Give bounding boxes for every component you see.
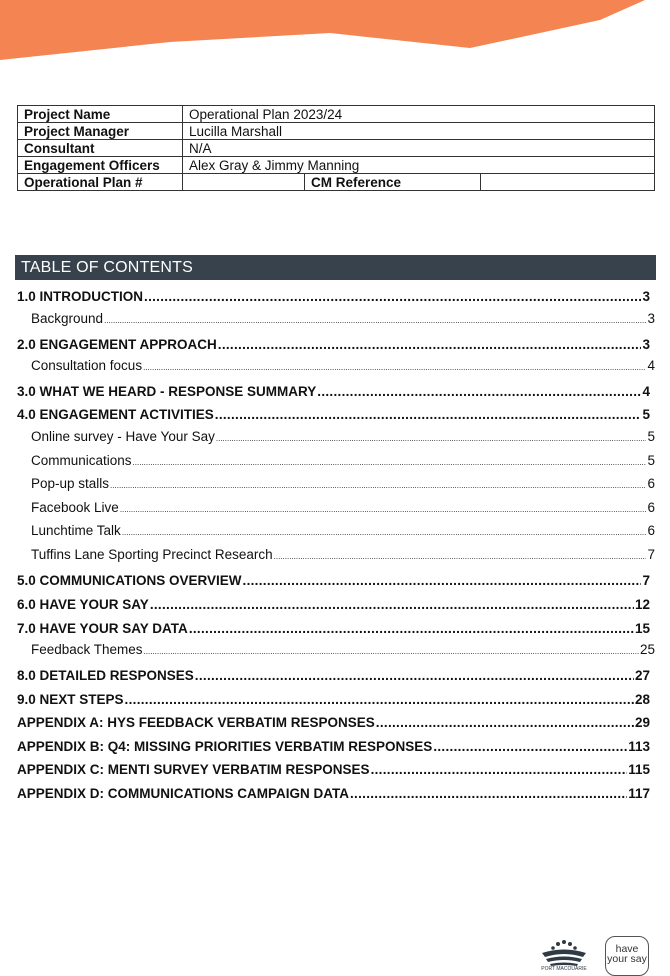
- toc-page-number: 29: [634, 715, 650, 730]
- toc-section-entry[interactable]: [17, 621, 650, 636]
- toc-section-entry[interactable]: [17, 407, 650, 422]
- consultant-label: Consultant: [18, 140, 183, 157]
- table-row: [18, 123, 655, 140]
- toc-entry-title: 3.0 WHAT WE HEARD - RESPONSE SUMMARY: [17, 384, 317, 399]
- toc-dot-leader: [274, 547, 647, 562]
- toc-dot-leader: [144, 289, 641, 304]
- toc-dot-leader: [350, 786, 627, 801]
- project-manager-value: Lucilla Marshall: [183, 123, 655, 140]
- toc-page-number: 3: [647, 311, 655, 326]
- toc-subsection-entry[interactable]: [31, 429, 655, 444]
- toc-page-number: 3: [642, 337, 650, 352]
- toc-page-number: 4: [647, 358, 655, 373]
- have-your-say-logo-line1: have: [615, 943, 639, 955]
- toc-subsection-entry[interactable]: [31, 453, 655, 468]
- toc-page-number: 3: [642, 289, 650, 304]
- toc-page-number: 28: [634, 692, 650, 707]
- toc-section-entry[interactable]: [17, 384, 650, 399]
- toc-dot-leader: [133, 453, 647, 468]
- operational-plan-number-label: Operational Plan #: [18, 174, 183, 191]
- toc-dot-leader: [433, 739, 627, 754]
- engagement-officers-label: Engagement Officers: [18, 157, 183, 174]
- toc-dot-leader: [110, 476, 646, 491]
- toc-page-number: 5: [647, 429, 655, 444]
- toc-entry-title: Facebook Live: [31, 500, 119, 515]
- toc-section-entry[interactable]: [17, 337, 650, 352]
- toc-page-number: 7: [647, 547, 655, 562]
- toc-dot-leader: [218, 337, 642, 352]
- toc-page-number: 6: [647, 500, 655, 515]
- cm-reference-value: [481, 174, 655, 191]
- have-your-say-logo: [605, 936, 649, 976]
- toc-dot-leader: [104, 311, 646, 326]
- have-your-say-logo-line2: your say: [607, 953, 647, 965]
- project-name-label: Project Name: [18, 106, 183, 123]
- toc-section-entry[interactable]: [17, 786, 650, 801]
- table-row: [18, 174, 655, 191]
- toc-entry-title: APPENDIX A: HYS FEEDBACK VERBATIM RESPONSES: [17, 715, 375, 730]
- toc-dot-leader: [216, 429, 647, 444]
- toc-page-number: 7: [642, 573, 650, 588]
- toc-page-number: 6: [647, 476, 655, 491]
- toc-page-number: 15: [634, 621, 650, 636]
- toc-dot-leader: [215, 407, 642, 422]
- toc-entry-title: Communications: [31, 453, 132, 468]
- toc-page-number: 27: [634, 668, 650, 683]
- operational-plan-number-value: [183, 174, 305, 191]
- toc-entry-title: 9.0 NEXT STEPS: [17, 692, 124, 707]
- toc-entry-title: 2.0 ENGAGEMENT APPROACH: [17, 337, 217, 352]
- toc-page-number: 113: [628, 739, 650, 754]
- toc-page-number: 115: [628, 762, 650, 777]
- toc-subsection-entry[interactable]: [31, 311, 655, 326]
- toc-dot-leader: [120, 500, 647, 515]
- toc-subsection-entry[interactable]: [31, 476, 655, 491]
- toc-entry-title: APPENDIX C: MENTI SURVEY VERBATIM RESPONSES: [17, 762, 370, 777]
- toc-entry-title: Lunchtime Talk: [31, 523, 121, 538]
- consultant-value: N/A: [183, 140, 655, 157]
- project-name-value: Operational Plan 2023/24: [183, 106, 655, 123]
- toc-section-entry[interactable]: [17, 692, 650, 707]
- toc-entry-title: Consultation focus: [31, 358, 143, 373]
- toc-entry-title: 5.0 COMMUNICATIONS OVERVIEW: [17, 573, 242, 588]
- toc-entry-title: APPENDIX B: Q4: MISSING PRIORITIES VERBATIM RESPONSES: [17, 739, 433, 754]
- toc-dot-leader: [317, 384, 641, 399]
- table-row: [18, 140, 655, 157]
- toc-subsection-entry[interactable]: [31, 547, 655, 562]
- toc-entry-title: Background: [31, 311, 104, 326]
- toc-entry-title: 4.0 ENGAGEMENT ACTIVITIES: [17, 407, 214, 422]
- toc-dot-leader: [189, 621, 634, 636]
- toc-entry-title: 8.0 DETAILED RESPONSES: [17, 668, 194, 683]
- toc-dot-leader: [122, 523, 647, 538]
- toc-section-entry[interactable]: [17, 573, 650, 588]
- toc-page-number: 25: [639, 642, 655, 657]
- toc-section-entry[interactable]: [17, 668, 650, 683]
- cm-reference-label: CM Reference: [305, 174, 481, 191]
- table-of-contents-heading: TABLE OF CONTENTS: [15, 255, 656, 280]
- toc-page-number: 5: [647, 453, 655, 468]
- project-manager-label: Project Manager: [18, 123, 183, 140]
- toc-page-number: 6: [647, 523, 655, 538]
- toc-subsection-entry[interactable]: [31, 500, 655, 515]
- toc-dot-leader: [125, 692, 634, 707]
- council-logo-text: PORT MACQUARIE: [541, 966, 587, 970]
- council-logo: [536, 936, 592, 970]
- toc-section-entry[interactable]: [17, 739, 650, 754]
- toc-page-number: 4: [642, 384, 650, 399]
- toc-dot-leader: [150, 597, 634, 612]
- engagement-officers-value: Alex Gray & Jimmy Manning: [183, 157, 655, 174]
- toc-dot-leader: [143, 358, 646, 373]
- toc-entry-title: 6.0 HAVE YOUR SAY: [17, 597, 149, 612]
- toc-subsection-entry[interactable]: [31, 358, 655, 373]
- toc-page-number: 117: [628, 786, 650, 801]
- project-details-table: [17, 105, 655, 191]
- header-banner: [0, 0, 670, 70]
- toc-dot-leader: [376, 715, 634, 730]
- toc-subsection-entry[interactable]: [31, 523, 655, 538]
- toc-entry-title: Pop-up stalls: [31, 476, 110, 491]
- toc-page-number: 5: [642, 407, 650, 422]
- toc-dot-leader: [243, 573, 642, 588]
- toc-dot-leader: [144, 642, 639, 657]
- toc-section-entry[interactable]: [17, 597, 650, 612]
- toc-section-entry[interactable]: [17, 289, 650, 304]
- toc-entry-title: APPENDIX D: COMMUNICATIONS CAMPAIGN DATA: [17, 786, 349, 801]
- toc-entry-title: 1.0 INTRODUCTION: [17, 289, 144, 304]
- toc-page-number: 12: [634, 597, 650, 612]
- toc-dot-leader: [371, 762, 628, 777]
- table-row: [18, 157, 655, 174]
- toc-section-entry[interactable]: [17, 715, 650, 730]
- toc-entry-title: Tuffins Lane Sporting Precinct Research: [31, 547, 273, 562]
- toc-subsection-entry[interactable]: [31, 642, 655, 657]
- toc-section-entry[interactable]: [17, 762, 650, 777]
- toc-entry-title: Online survey - Have Your Say: [31, 429, 215, 444]
- table-row: [18, 106, 655, 123]
- toc-entry-title: 7.0 HAVE YOUR SAY DATA: [17, 621, 188, 636]
- toc-entry-title: Feedback Themes: [31, 642, 143, 657]
- toc-dot-leader: [195, 668, 634, 683]
